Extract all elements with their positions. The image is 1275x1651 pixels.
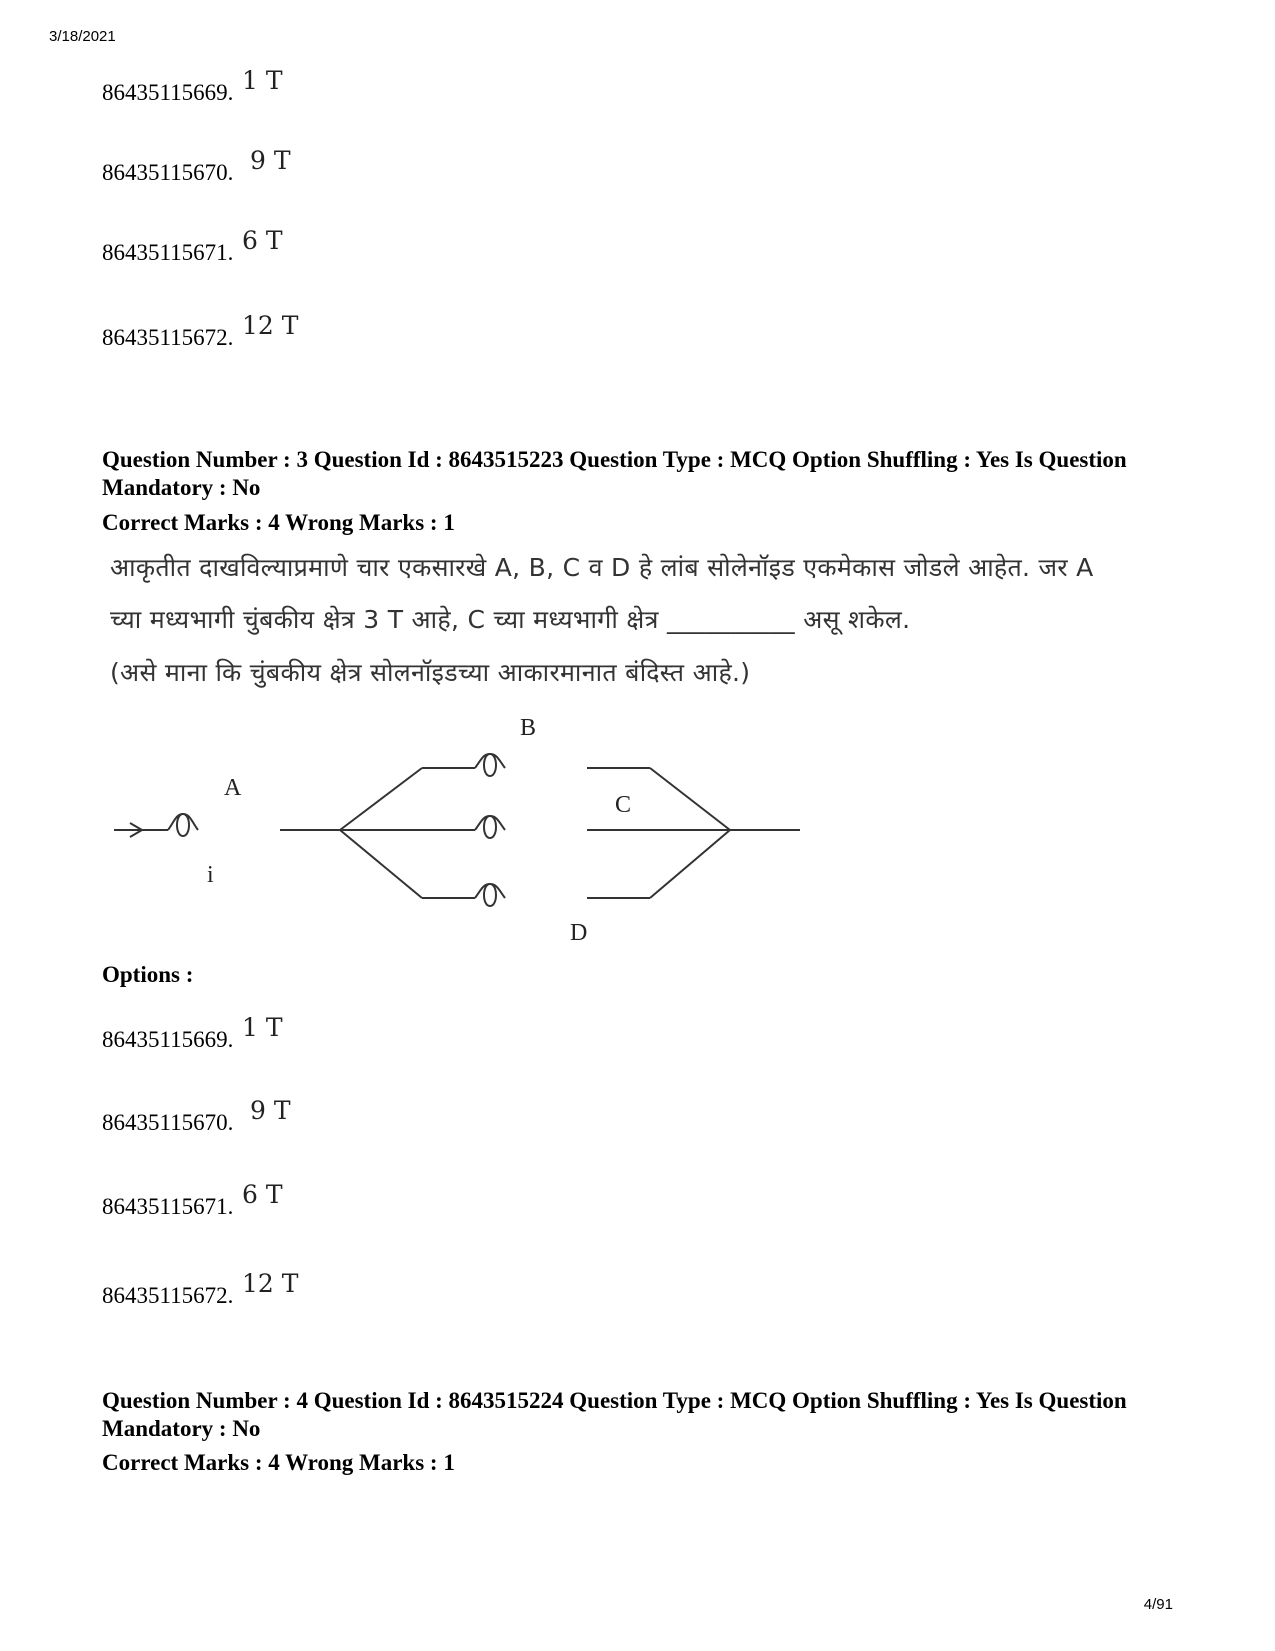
option-value: 6 T [242,1180,283,1209]
option-id: 86435115670. [102,160,234,185]
option-id: 86435115672. [102,325,234,350]
option-id: 86435115672. [102,1283,234,1308]
header-date: 3/18/2021 [49,28,116,45]
label-d: D [570,920,588,946]
option-id: 86435115669. [102,80,234,105]
wire-left-bottom [340,830,422,898]
page-number: 4/91 [1143,1596,1173,1613]
option-value: 9 T [250,1096,291,1125]
label-b: B [520,715,537,741]
question-3-text-line-3: (असे माना कि चुंबकीय क्षेत्र सोलनॉइडच्या आकारमानात बंदिस्त आहे.) [110,658,751,687]
wire-left-top [340,768,422,830]
options-label: Options : [102,962,194,987]
solenoid-circuit-diagram [100,700,820,960]
option-id: 86435115671. [102,1194,234,1219]
option-value: 12 T [242,1269,299,1298]
option-value: 1 T [242,1013,283,1042]
solenoid-c [475,816,505,838]
solenoid-a [168,814,198,836]
label-i: i [207,862,214,888]
wire-right-bottom [650,830,730,898]
question-3-header: Question Number : 3 Question Id : 8643515223 Question Type : MCQ Option Shuffling : Yes Is Question Mandatory : No [102,447,1127,500]
option-id: 86435115671. [102,240,234,265]
option-id: 86435115669. [102,1027,234,1052]
solenoid-b [475,754,505,776]
option-value: 9 T [250,146,291,175]
question-4-marks: Correct Marks : 4 Wrong Marks : 1 [102,1450,455,1475]
question-3-text-line-2: च्या मध्यभागी चुंबकीय क्षेत्र 3 T आहे, C च्या मध्यभागी क्षेत्र __________ असू शकेल. [110,605,911,634]
question-4-header: Question Number : 4 Question Id : 8643515224 Question Type : MCQ Option Shuffling : Yes Is Question Mandatory : No [102,1388,1127,1441]
option-id: 86435115670. [102,1110,234,1135]
option-value: 6 T [242,226,283,255]
label-c: C [615,792,632,818]
question-3-marks: Correct Marks : 4 Wrong Marks : 1 [102,510,455,535]
option-value: 12 T [242,311,299,340]
wire-right-top [650,768,730,830]
label-a: A [224,775,242,801]
option-value: 1 T [242,66,283,95]
question-3-text-line-1: आकृतीत दाखविल्याप्रमाणे चार एकसारखे A, B, C व D हे लांब सोलेनॉइड एकमेकास जोडले आहेत. जर A [110,553,1094,582]
solenoid-d [475,884,505,906]
